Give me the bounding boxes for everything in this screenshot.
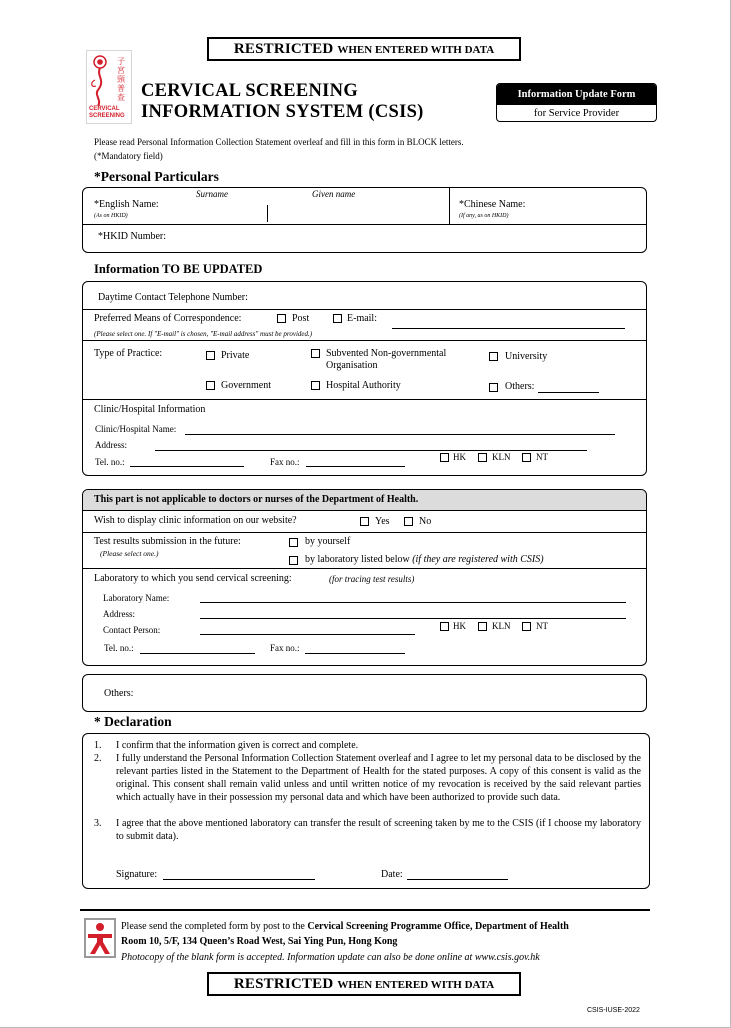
lab-hk-label: HK: [453, 621, 466, 631]
private-label: Private: [221, 350, 250, 361]
hospital-authority-label: Hospital Authority: [326, 380, 401, 391]
divider: [83, 309, 646, 310]
english-name-label: *English Name:: [94, 199, 159, 210]
footer-photocopy-note: Photocopy of the blank form is accepted. Information update can also be done online at www.csis.gov.hk: [121, 952, 540, 963]
clinic-hk-checkbox[interactable]: [440, 453, 449, 462]
footer-address: Room 10, 5/F, 134 Queen’s Road West, Sai Ying Pun, Hong Kong: [121, 936, 398, 947]
intro-instruction: Please read Personal Information Collection Statement overleaf and fill in this form in BLOCK letters.: [94, 137, 464, 147]
by-lab-label: by laboratory listed below: [305, 554, 410, 565]
declaration-text: I confirm that the information given is correct and complete.: [116, 740, 359, 751]
update-heading: Information TO BE UPDATED: [94, 262, 263, 276]
restricted-sublabel: WHEN ENTERED WITH DATA: [337, 979, 495, 991]
contact-person-label: Contact Person:: [103, 625, 161, 635]
divider: [83, 510, 646, 511]
footer-send-prefix: Please send the completed form by post to the: [121, 921, 308, 932]
by-lab-row: [305, 554, 544, 565]
lab-tel-label: Tel. no.:: [104, 643, 134, 653]
divider: [83, 224, 646, 225]
select-one-note-2: (Please select one.): [100, 549, 159, 558]
others-box-label: Others:: [104, 688, 134, 699]
lab-fax-label: Fax no.:: [270, 643, 300, 653]
select-one-note: (Please select one. If "E-mail" is chosen, "E-mail address" must be provided.): [94, 330, 313, 338]
government-label: Government: [221, 380, 271, 391]
logo-text-screening: SCREENING: [89, 113, 125, 119]
lab-kln-label: KLN: [492, 621, 511, 631]
date-label: Date:: [381, 869, 403, 880]
clinic-kln-label: KLN: [492, 452, 511, 462]
lab-send-label: Laboratory to which you send cervical screening:: [94, 573, 292, 584]
footer-send-line: [121, 921, 569, 932]
personal-particulars-heading: *Personal Particulars: [94, 169, 219, 184]
mandatory-note: (*Mandatory field): [94, 151, 163, 161]
declaration-num: 1.: [94, 740, 102, 751]
form-audience: for Service Provider: [533, 108, 620, 119]
clinic-nt-checkbox[interactable]: [522, 453, 531, 462]
daytime-phone-field[interactable]: [268, 288, 638, 306]
declaration-num: 3.: [94, 818, 102, 829]
email-label: E-mail:: [347, 313, 377, 324]
lab-nt-label: NT: [536, 621, 548, 631]
form-code: CSIS-IUSE-2022: [587, 1007, 640, 1014]
type-practice-label: Type of Practice:: [94, 348, 163, 359]
declaration-text: I agree that the above mentioned laboratory can transfer the result of screening taken by me to the CSIS (if I choose my laboratory to submit data).: [116, 818, 641, 842]
date-line[interactable]: [407, 879, 508, 880]
post-checkbox[interactable]: [277, 314, 286, 323]
clinic-tel-line[interactable]: [130, 466, 244, 467]
pref-means-label: Preferred Means of Correspondence:: [94, 313, 242, 324]
cervical-screening-logo: [86, 50, 132, 124]
restricted-sublabel: WHEN ENTERED WITH DATA: [337, 44, 495, 56]
lab-hk-checkbox[interactable]: [440, 622, 449, 631]
restricted-label: RESTRICTED: [233, 41, 334, 57]
tracing-note: (for tracing test results): [329, 574, 415, 584]
others-label: Others:: [505, 381, 535, 392]
university-label: University: [505, 351, 548, 362]
display-no-label: No: [419, 516, 432, 527]
surname-label: Surname: [196, 189, 228, 199]
doh-note: This part is not applicable to doctors or nurses of the Department of Health.: [94, 494, 419, 505]
lab-fax-line[interactable]: [305, 653, 405, 654]
contact-person-line[interactable]: [200, 634, 415, 635]
title-line-1: CERVICAL SCREENING: [141, 81, 359, 101]
update-box: [82, 281, 647, 476]
others-checkbox[interactable]: [489, 383, 498, 392]
others-box-field[interactable]: [140, 682, 640, 706]
given-name-label: Given name: [312, 189, 356, 199]
declaration-num: 2.: [94, 753, 102, 764]
declaration-item-1: [94, 739, 644, 752]
chinese-name-label: *Chinese Name:: [459, 199, 526, 210]
hkid-label: *HKID Number:: [98, 231, 167, 242]
divider: [83, 532, 646, 533]
others-line[interactable]: [538, 392, 599, 393]
private-checkbox[interactable]: [206, 351, 215, 360]
daytime-phone-label: Daytime Contact Telephone Number:: [98, 292, 248, 303]
declaration-item-3: [94, 817, 644, 843]
subvented-label: Subvented Non-governmental: [326, 348, 447, 359]
department-of-health-icon: [84, 918, 116, 958]
english-name-field[interactable]: [170, 200, 442, 220]
clinic-info-label: Clinic/Hospital Information: [94, 404, 206, 415]
lab-name-label: Laboratory Name:: [103, 593, 170, 603]
restricted-banner-bottom: [207, 972, 521, 996]
form-type-badge: [496, 83, 657, 122]
form-name: Information Update Form: [497, 84, 656, 105]
lab-nt-checkbox[interactable]: [522, 622, 531, 631]
clinic-nt-label: NT: [536, 452, 548, 462]
clinic-name-label: Clinic/Hospital Name:: [95, 424, 177, 434]
display-yes-label: Yes: [375, 516, 390, 527]
hospital-authority-checkbox[interactable]: [311, 381, 320, 390]
test-results-label: Test results submission in the future:: [94, 536, 241, 547]
by-yourself-checkbox[interactable]: [289, 538, 298, 547]
clinic-address-label: Address:: [95, 440, 127, 450]
restricted-label: RESTRICTED: [233, 976, 334, 992]
declaration-heading: * Declaration: [94, 714, 172, 729]
restricted-banner-top: [207, 37, 521, 61]
lab-address-line[interactable]: [200, 618, 626, 619]
clinic-kln-checkbox[interactable]: [478, 453, 487, 462]
lab-kln-checkbox[interactable]: [478, 622, 487, 631]
hkid-field[interactable]: [175, 229, 475, 247]
email-checkbox[interactable]: [333, 314, 342, 323]
clinic-name-line[interactable]: [185, 434, 615, 435]
government-checkbox[interactable]: [206, 381, 215, 390]
declaration-text: I fully understand the Personal Information Collection Statement overleaf and I agree to let my personal data to be disclosed by the relevant parties listed in the Statement to the Department of Health for the stated purposes. A copy of this consent is valid as the original. This consent shall remain valid unless and until written notice of my revocation is received by the said relevant parties which actually have in their possession my personal data and which have been authorized to provide such data.: [116, 753, 641, 803]
by-lab-checkbox[interactable]: [289, 556, 298, 565]
display-yes-checkbox[interactable]: [360, 517, 369, 526]
signature-line[interactable]: [163, 879, 315, 880]
clinic-address-line[interactable]: [155, 450, 587, 451]
divider: [449, 188, 450, 224]
page-title: [141, 81, 424, 123]
clinic-fax-line[interactable]: [306, 466, 405, 467]
divider: [83, 340, 646, 341]
lab-tel-line[interactable]: [140, 653, 255, 654]
by-lab-note: (if they are registered with CSIS): [412, 554, 544, 565]
divider: [83, 568, 646, 569]
department-of-health-logo: [84, 918, 116, 958]
footer-rule: [80, 909, 650, 911]
title-line-2: INFORMATION SYSTEM (CSIS): [141, 102, 424, 122]
clinic-tel-label: Tel. no.:: [95, 457, 125, 467]
as-on-hkid-note: (As on HKID): [94, 213, 128, 219]
footer-office: Cervical Screening Programme Office, Department of Health: [307, 921, 569, 932]
logo-text-cervical: CERVICAL: [89, 106, 120, 112]
if-any-note: (If any, as on HKID): [459, 213, 509, 219]
declaration-item-2: [94, 752, 644, 817]
signature-label: Signature:: [116, 869, 158, 880]
lab-name-line[interactable]: [200, 602, 626, 603]
clinic-fax-label: Fax no.:: [270, 457, 300, 467]
email-address-line[interactable]: [392, 328, 625, 329]
wish-display-label: Wish to display clinic information on our website?: [94, 515, 297, 526]
divider: [83, 399, 646, 400]
subvented-checkbox[interactable]: [311, 349, 320, 358]
by-yourself-label: by yourself: [305, 536, 351, 547]
logo-chinese-text: 子宮頸普查: [117, 57, 125, 102]
university-checkbox[interactable]: [489, 352, 498, 361]
display-no-checkbox[interactable]: [404, 517, 413, 526]
post-label: Post: [292, 313, 310, 324]
subvented-label-2: Organisation: [326, 360, 378, 371]
chinese-name-field[interactable]: [535, 197, 640, 219]
lab-address-label: Address:: [103, 609, 135, 619]
clinic-hk-label: HK: [453, 452, 466, 462]
